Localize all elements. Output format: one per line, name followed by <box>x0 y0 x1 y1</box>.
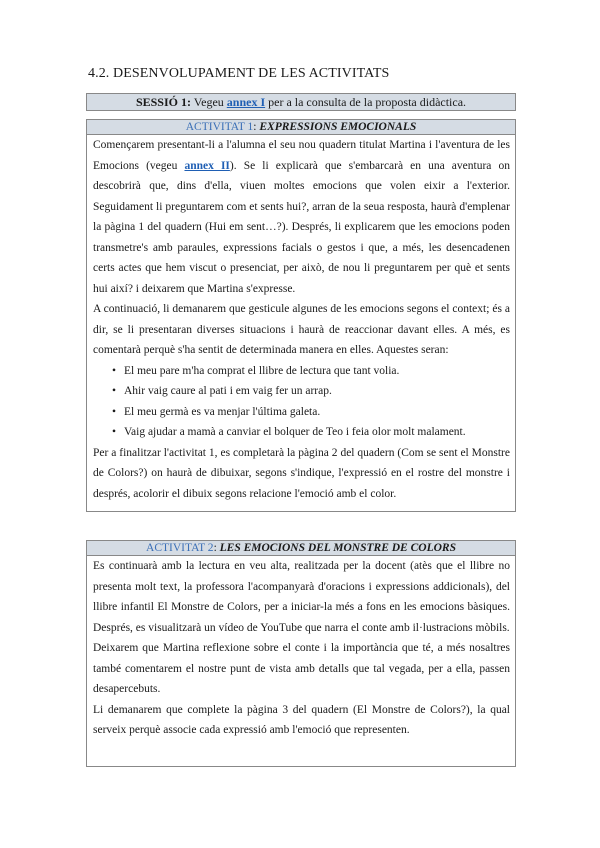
situations-list <box>93 361 510 443</box>
activity-2-paragraph-2: Deixarem que Martina reflexione sobre el conte i la importància que té, a més nosaltres també comentarem el nostre punt de vista amb detalls que tal vegada, per a ella, passen desapercebuts. <box>93 642 510 695</box>
activity-1-title-bar <box>87 120 515 135</box>
activity-2-label: ACTIVITAT 2 <box>146 542 214 554</box>
session-text-before: Vegeu <box>193 95 224 109</box>
activity-2-box <box>86 540 516 767</box>
activity-1-paragraph-2: A continuació, li demanarem que gesticule algunes de les emocions segons el context; és a dir, se li presentaran diverses situacions i haurà de reaccionar davant elles. A més, es comentarà perquè s'ha sentit de determinada manera en elles. Aquestes seran: <box>93 303 510 356</box>
activity-1-content <box>87 135 515 504</box>
activity-2-separator: : <box>213 542 217 554</box>
activity-2-content <box>87 556 515 741</box>
list-item: • Vaig ajudar a mamà a canviar el bolquer de Teo i feia olor molt malament. <box>112 422 510 443</box>
session-title-bar <box>87 94 515 110</box>
activity-1-name: EXPRESSIONS EMOCIONALS <box>259 121 417 133</box>
activity-2-paragraph-3: Li demanarem que complete la pàgina 3 del quadern (El Monstre de Colors?), la qual serveix perquè associe cada expressió amb l'emoció que representen. <box>93 703 510 736</box>
session-box <box>86 93 516 111</box>
activity-1-p1-after: ). Se li explicarà que s'embarcarà en una aventura on descobrirà que, dins d'ella, viuen moltes emocions que volen eixir a l'exterior. Seguidament li preguntarem com et sents hui?, arran de la seua resposta, haurà d'emplenar la pàgina 1 del quadern (Hui em sent…?). Després, li explicarem que les emocions poden transmetre's amb paraules, expressions facials o gestos i que, a més, les desencadenen certs actes que hem viscut o presenciat, per això, de nou li preguntarem per què et sents hui així? i deixarem que Martina s'expresse. <box>93 159 510 295</box>
activity-1-paragraph-1 <box>93 135 510 299</box>
session-label: SESSIÓ 1: <box>135 95 191 109</box>
session-text-after: per a la consulta de la proposta didàctica. <box>268 95 467 109</box>
activity-2-title-bar <box>87 541 515 556</box>
section-heading: 4.2. DESENVOLUPAMENT DE LES ACTIVITATS <box>88 66 390 81</box>
annex-i-link[interactable]: annex I <box>226 95 266 109</box>
activity-2-name: LES EMOCIONS DEL MONSTRE DE COLORS <box>219 542 456 554</box>
list-item: • Ahir vaig caure al pati i em vaig fer un arrap. <box>112 381 510 402</box>
activity-1-paragraph-3: Per a finalitzar l'activitat 1, es completarà la pàgina 2 del quadern (Com se sent el Monstre de Colors?) on haurà de dibuixar, segons s'indique, l'expressió en el rostre del monstre i després, acolorir el dibuix segons relacione l'emoció amb el color. <box>93 446 510 500</box>
activity-1-box <box>86 119 516 512</box>
activity-1-separator: : <box>253 121 257 133</box>
activity-1-p1-before: Començarem presentant-li a l'alumna el seu nou quadern titulat Martina i l'aventura de les Emocions (vegeu <box>93 139 510 172</box>
annex-ii-link[interactable]: annex II <box>184 159 230 172</box>
list-item: • El meu pare m'ha comprat el llibre de lectura que tant volia. <box>112 361 510 382</box>
activity-1-label: ACTIVITAT 1 <box>185 121 254 133</box>
list-item: • El meu germà es va menjar l'última galeta. <box>112 402 510 423</box>
activity-2-paragraph-1: Es continuarà amb la lectura en veu alta, realitzada per la docent (atès que el llibre no presenta molt text, la professora l'acompanyarà d'oracions i expressions addicionals), del llibre infantil El Monstre de Colors, per a iniciar-la més a fons en les emocions bàsiques. Després, es visualitzarà un vídeo de YouTube que narra el conte amb il·lustracions mòbils. <box>93 560 510 634</box>
